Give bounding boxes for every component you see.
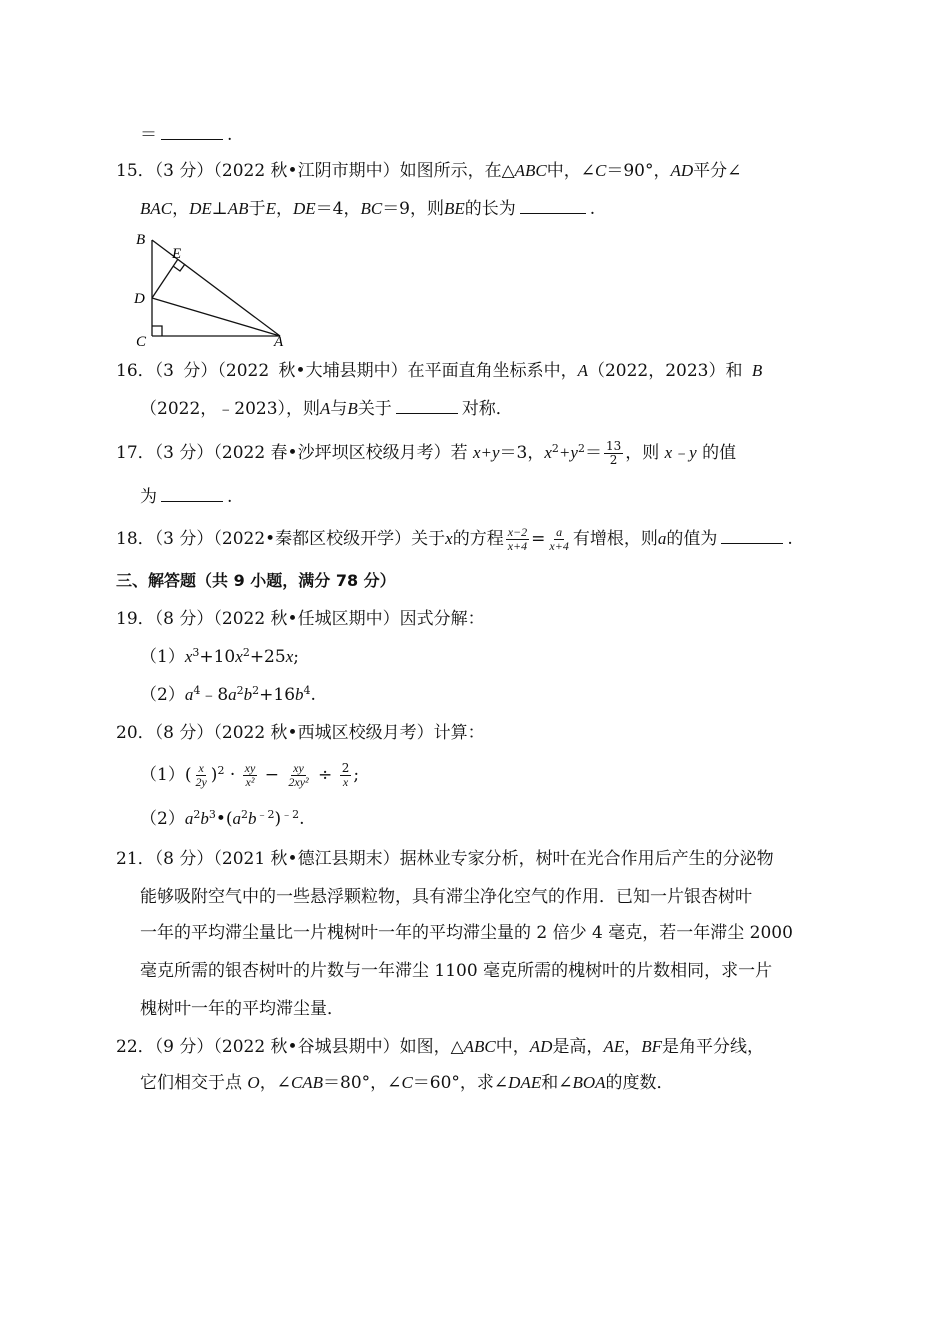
answer-blank[interactable] — [161, 123, 223, 140]
section-heading: 三、解答题（共 9 小题，满分 78 分） — [116, 571, 396, 590]
q22-line2: 它们相交于点 O，∠CAB＝80°，∠C＝60°，求∠DAE和∠BOA的度数． — [140, 1073, 674, 1093]
q15-triangle-figure — [130, 228, 295, 350]
answer-blank[interactable] — [396, 397, 458, 414]
label-b: B — [136, 232, 146, 248]
q21-line5: 槐树叶一年的平均滞尘量． — [140, 999, 344, 1019]
q18-line1: 18．（3 分）（2022•秦都区校级开学）关于x的方程 $\frac{x-2}{x+4}$ = $\frac{a}{x+4}$ 有增根，则a的值为 . — [116, 525, 793, 553]
segment-de — [152, 259, 178, 298]
q20-part2: $(2)a^2b^3•(a^2b^{﹣2})^{﹣2}$. — [140, 808, 305, 829]
answer-blank[interactable] — [721, 527, 783, 544]
q22-line1: 22．（9 分）（2022 秋•谷城县期中）如图，△ABC中，AD是高，AE，BF是角平分线， — [116, 1037, 764, 1057]
fraction-right: $\frac{a}{x+4}$ — [549, 525, 569, 553]
q15-line1: 15．（3 分）（2022 秋•江阴市期中）如图所示，在△ABC中，∠C＝90°，AD平分∠ — [116, 161, 742, 181]
right-angle-e — [173, 264, 185, 271]
q20-line1: 20．（8 分）（2022 秋•西城区校级月考）计算： — [116, 723, 485, 743]
label-d: D — [134, 291, 145, 307]
q19-part1: $(1)x^3+10x^2+25x$; — [140, 646, 299, 667]
q21-line2: 能够吸附空气中的一些悬浮颗粒物，具有滞尘净化空气的作用．已知一片银杏树叶 — [140, 887, 752, 907]
label-a: A — [274, 334, 284, 350]
q17-line2: 为 . — [140, 487, 233, 507]
q20-part1: （1）( $\frac{x}{2y}$ )$^2$ · $\frac{xy}{\text{x²}}$ − $\frac{xy}{\text{2xy²}}$ ÷ $\frac{2}{x}$ ; — [140, 761, 360, 789]
segment-da — [152, 298, 280, 336]
q21-line1: 21．（8 分）（2021 秋•德江县期末）据林业专家分析，树叶在光合作用后产生的分泌物 — [116, 849, 774, 869]
q21-line3: 一年的平均滞尘量比一片槐树叶一年的平均滞尘量的 2 倍少 4 毫克，若一年滞尘 2000 — [140, 923, 793, 943]
fraction-left: $\frac{x-2}{x+4}$ — [507, 525, 528, 553]
label-e: E — [172, 246, 182, 262]
q19-part2: $(2)a^4﹣8a^2b^2+16b^4$. — [140, 684, 316, 705]
q16-line1: 16．（3 分）（2022 秋•大埔县期中）在平面直角坐标系中，A（2022，2023）和 B — [116, 361, 763, 381]
right-angle-c — [152, 326, 162, 336]
label-c: C — [136, 334, 147, 350]
q15-line2: BAC，DE⊥AB于E，DE＝4，BC＝9，则BE的长为 . — [140, 199, 596, 219]
answer-blank[interactable] — [161, 485, 223, 502]
q16-line2: （2022，﹣2023），则A与B关于 对称． — [140, 399, 513, 419]
answer-blank[interactable] — [520, 197, 586, 214]
q17-line1: 17．（3 分）（2022 春•沙坪坝区校级月考）若 x+y＝3，$x^2+y^2=$ $\frac{13}{2}$ ，则 x﹣y 的值 — [116, 439, 737, 467]
q14-tail: ＝ . — [140, 125, 233, 145]
fraction-13-over-2: $\frac{13}{2}$ — [605, 439, 622, 467]
q19-line1: 19．（8 分）（2022 秋•任城区期中）因式分解： — [116, 609, 485, 629]
q21-line4: 毫克所需的银杏树叶的片数与一年滞尘 1100 毫克所需的槐树叶的片数相同，求一片 — [140, 961, 773, 981]
